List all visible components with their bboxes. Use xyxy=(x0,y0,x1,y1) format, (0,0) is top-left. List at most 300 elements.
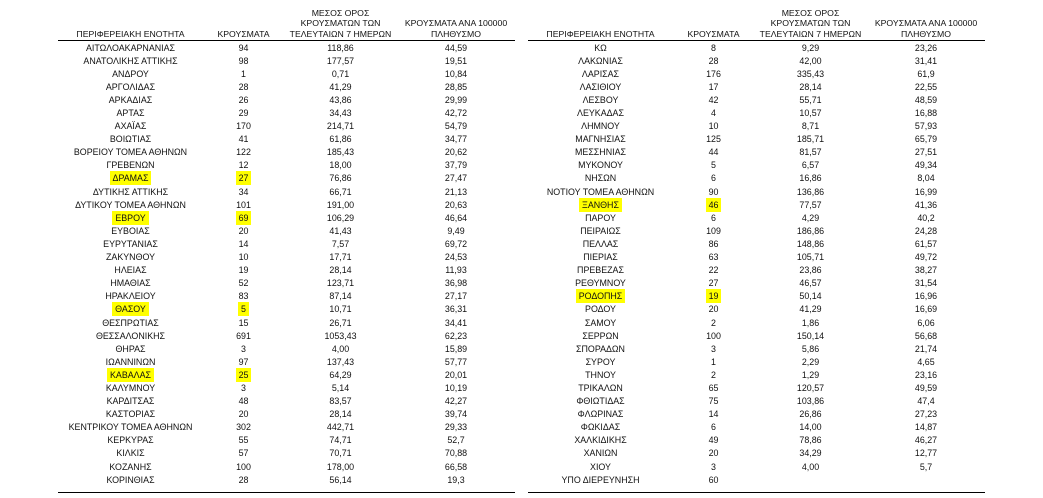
avg7-cell xyxy=(284,106,397,119)
unit-cell xyxy=(528,159,673,172)
per100k-cell xyxy=(867,198,985,211)
cases-text: 176 xyxy=(706,68,721,79)
avg7-text: 66,71 xyxy=(329,186,352,197)
avg7-text: 50,14 xyxy=(799,291,822,302)
per100k-text: 24,28 xyxy=(914,225,938,236)
table-row xyxy=(528,303,985,316)
avg7-cell xyxy=(754,460,867,473)
cases-cell xyxy=(673,80,754,93)
unit-cell xyxy=(528,368,673,381)
cases-cell xyxy=(673,368,754,381)
avg7-cell xyxy=(284,224,397,237)
cases-cell xyxy=(203,421,284,434)
per100k-cell xyxy=(867,355,985,368)
unit-text: ΚΑΒΑΛΑΣ xyxy=(109,369,151,380)
unit-text: ΛΑΚΩΝΙΑΣ xyxy=(578,55,623,66)
unit-text: ΜΥΚΟΝΟΥ xyxy=(578,160,623,171)
per100k-cell xyxy=(867,277,985,290)
avg7-cell xyxy=(754,67,867,80)
avg7-text: 28,14 xyxy=(329,409,352,420)
unit-cell xyxy=(528,146,673,159)
table-row xyxy=(58,434,515,447)
table-row xyxy=(528,368,985,381)
table-row xyxy=(58,421,515,434)
avg7-text: 9,29 xyxy=(801,42,820,53)
cases-cell xyxy=(203,342,284,355)
per100k-text: 21,74 xyxy=(914,343,938,354)
table-row xyxy=(58,303,515,316)
table-row xyxy=(528,460,985,473)
per100k-cell xyxy=(867,41,985,54)
unit-cell xyxy=(528,303,673,316)
cases-cell xyxy=(203,93,284,106)
cases-text: 26 xyxy=(238,94,249,105)
avg7-cell xyxy=(284,133,397,146)
unit-text: ΖΑΚΥΝΘΟΥ xyxy=(105,252,156,263)
avg7-cell xyxy=(284,408,397,421)
unit-cell xyxy=(528,408,673,421)
table-row xyxy=(58,342,515,355)
per100k-text: 21,13 xyxy=(444,186,468,197)
unit-cell xyxy=(528,277,673,290)
cases-cell xyxy=(203,381,284,394)
table-row xyxy=(528,329,985,342)
avg7-text: 26,71 xyxy=(329,317,352,328)
unit-text: ΓΡΕΒΕΝΩΝ xyxy=(106,160,155,171)
avg7-text: 6,57 xyxy=(801,160,820,171)
per100k-cell xyxy=(397,355,515,368)
per100k-text: 20,63 xyxy=(444,199,468,210)
avg7-cell xyxy=(284,93,397,106)
avg7-text: 177,57 xyxy=(326,55,355,66)
avg7-text: 41,43 xyxy=(329,225,352,236)
per100k-cell xyxy=(397,198,515,211)
per100k-text: 5,7 xyxy=(919,461,933,472)
cases-cell xyxy=(203,473,284,486)
avg7-text: 137,43 xyxy=(326,356,355,367)
per100k-text: 36,31 xyxy=(444,304,468,315)
cases-text: 17 xyxy=(708,81,719,92)
table-row xyxy=(58,251,515,264)
unit-text: ΧΑΛΚΙΔΙΚΗΣ xyxy=(574,435,627,446)
left-table-header xyxy=(58,0,515,41)
cases-text: 6 xyxy=(711,173,716,184)
avg7-cell xyxy=(754,120,867,133)
table-row xyxy=(528,41,985,54)
avg7-cell xyxy=(284,303,397,316)
avg7-cell xyxy=(284,237,397,250)
header-unit: ΠΕΡΙΦΕΡΕΙΑΚΗ ΕΝΟΤΗΤΑ xyxy=(76,28,185,39)
cases-cell xyxy=(673,251,754,264)
cases-text: 122 xyxy=(236,147,251,158)
unit-text: ΑΡΓΟΛΙΔΑΣ xyxy=(105,81,156,92)
cases-text: 101 xyxy=(236,199,251,210)
unit-cell xyxy=(528,224,673,237)
avg7-text: 1053,43 xyxy=(324,330,357,341)
unit-cell xyxy=(58,290,203,303)
unit-cell xyxy=(528,355,673,368)
table-row xyxy=(528,434,985,447)
table-row xyxy=(58,80,515,93)
avg7-cell xyxy=(284,172,397,185)
table-row xyxy=(58,329,515,342)
table-row xyxy=(528,408,985,421)
table-row xyxy=(528,355,985,368)
per100k-cell xyxy=(397,381,515,394)
unit-text: ΣΑΜΟΥ xyxy=(584,317,617,328)
table-row xyxy=(58,447,515,460)
unit-text: ΠΙΕΡΙΑΣ xyxy=(583,252,618,263)
table-row xyxy=(528,106,985,119)
unit-text: ΚΩ xyxy=(594,42,607,53)
per100k-cell xyxy=(397,342,515,355)
cases-text: 41 xyxy=(238,134,249,145)
table-row xyxy=(58,460,515,473)
unit-text: ΑΙΤΩΛΟΑΚΑΡΝΑΝΙΑΣ xyxy=(85,42,176,53)
avg7-cell xyxy=(284,460,397,473)
cases-text: 5 xyxy=(711,160,716,171)
per100k-cell xyxy=(397,211,515,224)
per100k-cell xyxy=(867,172,985,185)
per100k-text: 56,68 xyxy=(914,330,938,341)
unit-cell xyxy=(58,146,203,159)
avg7-text: 28,14 xyxy=(329,265,352,276)
unit-text: ΦΩΚΙΔΑΣ xyxy=(580,422,621,433)
avg7-text: 118,86 xyxy=(327,42,354,53)
unit-cell xyxy=(58,80,203,93)
per100k-cell xyxy=(867,146,985,159)
per100k-cell xyxy=(867,460,985,473)
per100k-cell xyxy=(397,264,515,277)
cases-text: 57 xyxy=(238,448,249,459)
avg7-text: 178,00 xyxy=(326,461,355,472)
cases-cell xyxy=(203,185,284,198)
right-cases-table xyxy=(528,0,985,486)
per100k-text: 27,51 xyxy=(914,147,938,158)
avg7-text: 335,43 xyxy=(796,68,825,79)
per100k-text: 65,79 xyxy=(914,134,938,145)
header-per100k: ΚΡΟΥΣΜΑΤΑ ΑΝΑ 100000 ΠΛΗΘΥΣΜΟ xyxy=(404,18,508,39)
avg7-cell xyxy=(284,290,397,303)
cases-text: 10 xyxy=(238,252,249,263)
per100k-cell xyxy=(867,342,985,355)
cases-cell xyxy=(203,355,284,368)
per100k-text: 27,47 xyxy=(444,173,468,184)
per100k-cell xyxy=(867,80,985,93)
per100k-text: 19,51 xyxy=(444,55,468,66)
avg7-text: 150,14 xyxy=(796,330,825,341)
avg7-text: 5,14 xyxy=(331,382,350,393)
unit-cell xyxy=(528,290,673,303)
avg7-cell xyxy=(754,237,867,250)
table-row xyxy=(528,251,985,264)
cases-text: 94 xyxy=(238,42,249,53)
cases-cell xyxy=(203,237,284,250)
unit-text: ΝΟΤΙΟΥ ΤΟΜΕΑ ΑΘΗΝΩΝ xyxy=(546,186,655,197)
per100k-text: 20,62 xyxy=(444,147,468,158)
per100k-cell xyxy=(867,447,985,460)
avg7-text: 78,86 xyxy=(799,435,822,446)
per100k-cell xyxy=(397,421,515,434)
table-row xyxy=(58,408,515,421)
header-per100k: ΚΡΟΥΣΜΑΤΑ ΑΝΑ 100000 ΠΛΗΘΥΣΜΟ xyxy=(874,18,978,39)
unit-text: ΧΑΝΙΩΝ xyxy=(583,448,618,459)
unit-cell xyxy=(58,224,203,237)
cases-text: 2 xyxy=(711,317,716,328)
per100k-text: 23,26 xyxy=(914,42,938,53)
table-row xyxy=(58,381,515,394)
per100k-text: 8,04 xyxy=(917,173,935,184)
cases-text: 100 xyxy=(706,330,721,341)
table-row xyxy=(58,120,515,133)
unit-cell xyxy=(58,303,203,316)
unit-cell xyxy=(58,41,203,54)
per100k-text: 31,41 xyxy=(914,55,938,66)
per100k-cell xyxy=(867,224,985,237)
per100k-text: 16,99 xyxy=(914,186,938,197)
unit-text: ΣΕΡΡΩΝ xyxy=(582,330,619,341)
avg7-text: 1,86 xyxy=(801,317,820,328)
cases-cell xyxy=(203,172,284,185)
per100k-cell xyxy=(867,473,985,486)
avg7-text: 55,71 xyxy=(799,94,822,105)
per100k-text: 10,19 xyxy=(444,382,468,393)
per100k-text: 62,23 xyxy=(444,330,468,341)
unit-cell xyxy=(528,316,673,329)
unit-text: ΒΟΙΩΤΙΑΣ xyxy=(109,134,152,145)
per100k-cell xyxy=(397,159,515,172)
cases-cell xyxy=(673,329,754,342)
table-row xyxy=(58,316,515,329)
unit-text: ΥΠΟ ΔΙΕΡΕΥΝΗΣΗ xyxy=(561,474,640,485)
cases-text: 27 xyxy=(238,173,249,184)
table-row xyxy=(58,159,515,172)
table-row xyxy=(58,106,515,119)
cases-text: 42 xyxy=(708,94,719,105)
avg7-cell xyxy=(284,342,397,355)
per100k-cell xyxy=(397,303,515,316)
avg7-cell xyxy=(284,434,397,447)
unit-cell xyxy=(58,264,203,277)
avg7-text: 16,86 xyxy=(799,173,822,184)
unit-text: ΚΙΛΚΙΣ xyxy=(116,448,145,459)
cases-cell xyxy=(673,224,754,237)
avg7-cell xyxy=(754,106,867,119)
unit-cell xyxy=(58,395,203,408)
avg7-text: 106,29 xyxy=(326,212,355,223)
avg7-cell xyxy=(284,211,397,224)
per100k-cell xyxy=(867,237,985,250)
per100k-cell xyxy=(867,290,985,303)
avg7-text: 4,00 xyxy=(331,343,350,354)
per100k-text: 52,7 xyxy=(447,435,465,446)
per100k-text: 34,41 xyxy=(444,317,468,328)
avg7-text: 105,71 xyxy=(796,252,825,263)
per100k-cell xyxy=(867,329,985,342)
per100k-text: 42,27 xyxy=(444,396,468,407)
per100k-cell xyxy=(397,41,515,54)
avg7-text: 26,86 xyxy=(799,409,822,420)
per100k-text: 24,53 xyxy=(444,252,468,263)
avg7-cell xyxy=(754,290,867,303)
per100k-text: 31,54 xyxy=(914,278,938,289)
avg7-cell xyxy=(754,93,867,106)
table-row xyxy=(528,120,985,133)
avg7-cell xyxy=(284,54,397,67)
avg7-cell xyxy=(754,473,867,486)
unit-text: ΚΑΡΔΙΤΣΑΣ xyxy=(106,396,155,407)
avg7-cell xyxy=(754,224,867,237)
avg7-text: 87,14 xyxy=(329,291,352,302)
avg7-cell xyxy=(754,54,867,67)
cases-text: 20 xyxy=(708,448,719,459)
per100k-text: 6,06 xyxy=(917,317,935,328)
cases-cell xyxy=(203,80,284,93)
cases-cell xyxy=(203,67,284,80)
cases-cell xyxy=(203,54,284,67)
per100k-text: 22,55 xyxy=(914,81,938,92)
unit-cell xyxy=(528,329,673,342)
per100k-cell xyxy=(867,316,985,329)
per100k-cell xyxy=(397,80,515,93)
unit-cell xyxy=(528,41,673,54)
cases-cell xyxy=(673,395,754,408)
cases-cell xyxy=(203,408,284,421)
unit-cell xyxy=(528,67,673,80)
per100k-text: 39,74 xyxy=(444,409,468,420)
cases-cell xyxy=(673,408,754,421)
header-cases: ΚΡΟΥΣΜΑΤΑ xyxy=(687,28,740,39)
avg7-cell xyxy=(284,473,397,486)
cases-cell xyxy=(673,159,754,172)
cases-text: 97 xyxy=(238,356,249,367)
unit-text: ΕΥΡΥΤΑΝΙΑΣ xyxy=(103,238,158,249)
unit-text: ΣΠΟΡΑΔΩΝ xyxy=(576,343,625,354)
cases-cell xyxy=(673,460,754,473)
per100k-text: 61,57 xyxy=(914,238,938,249)
cases-text: 28 xyxy=(708,55,719,66)
avg7-cell xyxy=(284,264,397,277)
unit-text: ΛΕΣΒΟΥ xyxy=(582,94,619,105)
table-row xyxy=(528,198,985,211)
avg7-cell xyxy=(754,277,867,290)
cases-text: 6 xyxy=(711,422,716,433)
cases-cell xyxy=(673,185,754,198)
avg7-text: 41,29 xyxy=(799,304,822,315)
per100k-cell xyxy=(397,93,515,106)
table-row xyxy=(528,290,985,303)
unit-text: ΛΑΣΙΘΙΟΥ xyxy=(579,81,622,92)
per100k-cell xyxy=(397,395,515,408)
unit-cell xyxy=(528,381,673,394)
per100k-text: 48,59 xyxy=(914,94,938,105)
per100k-cell xyxy=(397,368,515,381)
unit-cell xyxy=(58,277,203,290)
avg7-cell xyxy=(754,329,867,342)
cases-cell xyxy=(673,120,754,133)
avg7-cell xyxy=(754,421,867,434)
per100k-cell xyxy=(867,54,985,67)
cases-cell xyxy=(203,146,284,159)
table-row xyxy=(58,41,515,54)
left-cases-table xyxy=(58,0,515,486)
cases-cell xyxy=(203,434,284,447)
per100k-text: 20,01 xyxy=(444,369,468,380)
avg7-text: 214,71 xyxy=(326,121,355,132)
table-row xyxy=(528,211,985,224)
table-row xyxy=(58,146,515,159)
avg7-cell xyxy=(284,41,397,54)
avg7-text: 74,71 xyxy=(329,435,352,446)
table-row xyxy=(528,381,985,394)
cases-text: 90 xyxy=(708,186,719,197)
per100k-cell xyxy=(397,434,515,447)
per100k-text: 42,72 xyxy=(444,108,468,119)
table-row xyxy=(528,264,985,277)
unit-text: ΙΩΑΝΝΙΝΩΝ xyxy=(105,356,156,367)
per100k-text: 57,93 xyxy=(914,121,938,132)
avg7-cell xyxy=(754,381,867,394)
per100k-text: 23,16 xyxy=(914,369,938,380)
unit-text: ΚΟΖΑΝΗΣ xyxy=(109,461,152,472)
cases-text: 12 xyxy=(238,160,249,171)
avg7-cell xyxy=(754,146,867,159)
per100k-cell xyxy=(397,172,515,185)
per100k-cell xyxy=(397,251,515,264)
table-row xyxy=(58,93,515,106)
cases-text: 20 xyxy=(708,304,719,315)
table-row xyxy=(58,198,515,211)
unit-text: ΑΧΑΪΑΣ xyxy=(114,121,147,132)
avg7-text: 148,86 xyxy=(796,238,825,249)
avg7-cell xyxy=(754,41,867,54)
per100k-cell xyxy=(397,447,515,460)
avg7-cell xyxy=(284,421,397,434)
per100k-text: 70,88 xyxy=(444,448,468,459)
per100k-text: 46,64 xyxy=(444,212,468,223)
cases-text: 109 xyxy=(706,225,721,236)
unit-text: ΡΟΔΟΠΗΣ xyxy=(578,291,623,302)
cases-cell xyxy=(673,198,754,211)
avg7-text: 0,71 xyxy=(331,68,350,79)
cases-cell xyxy=(673,133,754,146)
cases-cell xyxy=(673,211,754,224)
avg7-text: 186,86 xyxy=(796,225,825,236)
cases-cell xyxy=(203,303,284,316)
avg7-text: 83,57 xyxy=(329,396,352,407)
per100k-cell xyxy=(397,185,515,198)
avg7-text: 17,71 xyxy=(329,252,352,263)
unit-cell xyxy=(58,342,203,355)
unit-cell xyxy=(58,106,203,119)
per100k-text: 44,59 xyxy=(444,42,468,53)
cases-text: 3 xyxy=(711,343,716,354)
per100k-text: 40,2 xyxy=(917,212,935,223)
unit-cell xyxy=(58,251,203,264)
unit-text: ΤΗΝΟΥ xyxy=(585,369,616,380)
unit-text: ΠΑΡΟΥ xyxy=(585,212,616,223)
avg7-text: 191,00 xyxy=(326,199,355,210)
avg7-text: 1,29 xyxy=(801,369,820,380)
cases-text: 3 xyxy=(711,461,716,472)
avg7-text: 8,71 xyxy=(801,121,820,132)
cases-cell xyxy=(203,224,284,237)
cases-cell xyxy=(203,41,284,54)
avg7-cell xyxy=(284,67,397,80)
avg7-text: 46,57 xyxy=(799,278,822,289)
cases-cell xyxy=(673,473,754,486)
per100k-cell xyxy=(867,67,985,80)
